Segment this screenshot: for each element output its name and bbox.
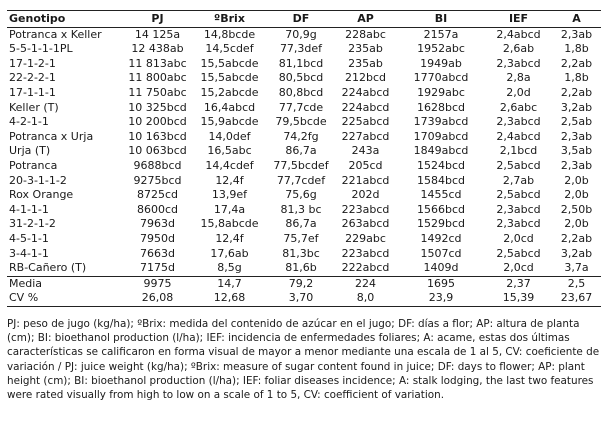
table-cell: 1709abcd (413, 129, 469, 143)
row-label: CV % (7, 291, 124, 306)
table-cell: 74,2fg (283, 129, 319, 143)
table-cell: 221abcd (341, 173, 390, 187)
table-cell: 2,0cd (503, 261, 534, 275)
table-cell: 3,5ab (560, 144, 593, 158)
table-header-row (7, 11, 601, 28)
table-cell: 1584bcd (416, 173, 465, 187)
column-header: DF (268, 11, 334, 28)
table-cell: 1949ab (420, 56, 462, 70)
table-cell: 2,4abcd (496, 129, 541, 143)
table-cell: 1409d (423, 261, 459, 275)
summary-row (7, 276, 601, 291)
table-cell: 263abcd (341, 217, 390, 231)
table-cell: 12,4f (215, 231, 244, 245)
table-cell: 2,6ab (502, 42, 535, 56)
table-cell: 1695 (397, 276, 485, 291)
table-cell: 11 800abc (128, 71, 187, 85)
table-cell: 2,2ab (560, 85, 593, 99)
table-cell: 8,5g (217, 261, 242, 275)
table-cell: 1529bcd (416, 217, 465, 231)
table-cell: 2,5abcd (496, 158, 541, 172)
table-cell: 70,9g (285, 27, 317, 41)
table-cell: 86,7a (285, 144, 317, 158)
table-cell: 8600cd (136, 202, 179, 216)
table-row (7, 203, 601, 218)
column-header: IEF (485, 11, 552, 28)
table-cell: 1,8b (564, 71, 589, 85)
row-label: 31-2-1-2 (9, 217, 56, 231)
table-row (7, 115, 601, 130)
table-cell: 9688bcd (133, 158, 182, 172)
table-cell: 80,8bcd (278, 85, 324, 99)
table-cell: 2,8a (506, 71, 531, 85)
table-cell: 23,67 (552, 291, 601, 306)
table-cell: 3,70 (268, 291, 334, 306)
table-cell: 1849abcd (413, 144, 469, 158)
table-cell: 224 (334, 276, 397, 291)
table-cell: 222abcd (341, 261, 390, 275)
table-cell: 224abcd (341, 85, 390, 99)
table-cell: 2,2ab (560, 231, 593, 245)
table-cell: 2,0d (506, 85, 531, 99)
row-label: 4-1-1-1 (9, 202, 49, 216)
table-cell: 3,7a (564, 261, 589, 275)
table-cell: 235ab (348, 42, 383, 56)
table-cell: 14,8bcde (203, 27, 256, 41)
table-body (7, 27, 601, 306)
column-header: ºBrix (191, 11, 268, 28)
table-cell: 81,3 bc (280, 202, 322, 216)
table-cell: 223abcd (341, 246, 390, 260)
table-cell: 8,0 (334, 291, 397, 306)
table-row (7, 71, 601, 86)
table-cell: 2,0b (564, 188, 589, 202)
table-footnote: PJ: peso de jugo (kg/ha); ºBrix: medida del contenido de azúcar en el jugo; DF: días a flor; AP: altura de planta (cm); BI: bioethanol production (l/ha); IEF: incidencia de enfermedades foliares; A: acame, estas dos últimas características se calificaron en forma visual de mayor a menor mediante una escala de 1 al 5, CV: coeficiente de variación / PJ: juice weight (kg/ha); ºBrix: measure of sugar content found in juice; DF: days to flower; AP: plant height (cm); BI: bioethanol production (l/ha); IEF: foliar diseases incidence; A: stalk lodging, the last two features were rated visually from high to low on a scale of 1 to 5, CV: coefficient of variation. (7, 318, 600, 402)
table-cell: 14 125a (134, 27, 181, 41)
row-label: RB-Cañero (T) (9, 261, 87, 275)
table-cell: 15,5abcde (200, 56, 259, 70)
table-cell: 7963d (140, 217, 175, 231)
table-cell: 77,7cdef (276, 173, 326, 187)
table-cell: 1952abc (417, 42, 465, 56)
table-cell: 81,3bc (282, 246, 320, 260)
column-header: A (552, 11, 601, 28)
table-cell: 16,5abc (207, 144, 252, 158)
row-label: 17-1-1-1 (9, 85, 56, 99)
table-cell: 3,2ab (560, 100, 593, 114)
table-cell: 14,5cdef (205, 42, 254, 56)
table-cell: 1739abcd (413, 115, 469, 129)
table-cell: 7950d (140, 231, 175, 245)
table-cell: 243a (351, 144, 380, 158)
table-cell: 16,4abcd (203, 100, 256, 114)
table-cell: 10 063bcd (128, 144, 187, 158)
table-cell: 77,7cde (278, 100, 324, 114)
row-label: 17-1-2-1 (9, 56, 56, 70)
table-cell: 11 750abc (128, 85, 187, 99)
table-cell: 2,5 (552, 276, 601, 291)
table-cell: 2,0cd (503, 231, 534, 245)
table-cell: 17,4a (213, 202, 246, 216)
column-header: AP (334, 11, 397, 28)
table-cell: 80,5bcd (278, 71, 324, 85)
table-cell: 26,08 (124, 291, 191, 306)
table-cell: 15,5abcde (200, 71, 259, 85)
table-cell: 2,5abcd (496, 188, 541, 202)
table-cell: 10 200bcd (128, 115, 187, 129)
row-label: 3-4-1-1 (9, 246, 49, 260)
table-cell: 15,2abcde (200, 85, 259, 99)
table-cell: 7175d (140, 261, 175, 275)
row-label: Potranca x Urja (9, 129, 94, 143)
table-cell: 3,2ab (560, 246, 593, 260)
table-row (7, 247, 601, 262)
table-cell: 227abcd (341, 129, 390, 143)
table-cell: 9975 (124, 276, 191, 291)
table-cell: 23,9 (397, 291, 485, 306)
table-cell: 10 163bcd (128, 129, 187, 143)
table-row (7, 159, 601, 174)
table-cell: 81,1bcd (278, 56, 324, 70)
table-cell: 1628bcd (416, 100, 465, 114)
table-cell: 1524bcd (416, 158, 465, 172)
table-cell: 1770abcd (413, 71, 469, 85)
table-cell: 13,9ef (211, 188, 248, 202)
table-cell: 8725cd (136, 188, 179, 202)
row-label: Urja (T) (9, 144, 51, 158)
table-cell: 12,4f (215, 173, 244, 187)
row-label: 5-5-1-1-1PL (9, 42, 73, 56)
table-cell: 202d (351, 188, 380, 202)
table-row (7, 232, 601, 247)
table-cell: 2,3abcd (496, 115, 541, 129)
table-cell: 75,7ef (283, 231, 319, 245)
table-cell: 79,5bcde (275, 115, 327, 129)
table-cell: 1566bcd (416, 202, 465, 216)
table-cell: 205cd (348, 158, 383, 172)
row-label: 20-3-1-1-2 (9, 173, 67, 187)
table-row (7, 217, 601, 232)
table-cell: 2,4abcd (496, 27, 541, 41)
table-cell: 2,1bcd (499, 144, 538, 158)
table-cell: 2,3abcd (496, 56, 541, 70)
row-label: Potranca (9, 158, 58, 172)
table-cell: 15,39 (485, 291, 552, 306)
row-label: 4-2-1-1 (9, 115, 49, 129)
table-cell: 225abcd (341, 115, 390, 129)
table-cell: 1,8b (564, 42, 589, 56)
table-row (7, 144, 601, 159)
row-label: Potranca x Keller (9, 27, 102, 41)
table-cell: 2,0b (564, 217, 589, 231)
table-row (7, 27, 601, 42)
row-label: 22-2-2-1 (9, 71, 56, 85)
table-cell: 75,6g (285, 188, 317, 202)
table-cell: 223abcd (341, 202, 390, 216)
table-cell: 11 813abc (128, 56, 187, 70)
table-cell: 79,2 (268, 276, 334, 291)
table-row (7, 130, 601, 145)
table-cell: 10 325bcd (128, 100, 187, 114)
table-cell: 212bcd (344, 71, 386, 85)
table-cell: 224abcd (341, 100, 390, 114)
table-cell: 229abc (345, 231, 386, 245)
row-label: Media (7, 276, 124, 291)
table-cell: 77,3def (279, 42, 323, 56)
table-cell: 2,37 (485, 276, 552, 291)
table-cell: 2,3ab (560, 158, 593, 172)
table-row (7, 261, 601, 276)
summary-row (7, 291, 601, 306)
table-cell: 2,3abcd (496, 217, 541, 231)
table-cell: 2,5ab (560, 115, 593, 129)
table-row (7, 86, 601, 101)
table-row (7, 101, 601, 116)
table-cell: 1507cd (420, 246, 462, 260)
table-cell: 1492cd (420, 231, 462, 245)
row-label: Rox Orange (9, 188, 74, 202)
table-cell: 2,0b (564, 173, 589, 187)
table-row (7, 42, 601, 57)
column-header: PJ (124, 11, 191, 28)
table-cell: 2,3abcd (496, 202, 541, 216)
table-cell: 86,7a (285, 217, 317, 231)
row-label: Keller (T) (9, 100, 59, 114)
table-cell: 14,0def (208, 129, 251, 143)
table-cell: 2,50b (560, 202, 593, 216)
table-cell: 235ab (348, 56, 383, 70)
table-cell: 7663d (140, 246, 175, 260)
table-cell: 17,6ab (210, 246, 249, 260)
row-label: 4-5-1-1 (9, 231, 49, 245)
table-cell: 2157a (423, 27, 459, 41)
table-cell: 2,3ab (560, 27, 593, 41)
table-cell: 81,6b (285, 261, 317, 275)
table-container (7, 10, 601, 307)
genotype-table (7, 10, 601, 307)
table-cell: 2,3ab (560, 129, 593, 143)
table-cell: 1929abc (417, 85, 465, 99)
table-cell: 15,8abcde (200, 217, 259, 231)
table-row (7, 188, 601, 203)
table-cell: 1455cd (420, 188, 462, 202)
table-cell: 2,5abcd (496, 246, 541, 260)
table-cell: 77,5bcdef (273, 158, 329, 172)
table-cell: 2,2ab (560, 56, 593, 70)
table-cell: 2,6abc (499, 100, 538, 114)
table-cell: 9275bcd (133, 173, 182, 187)
table-row (7, 57, 601, 72)
column-header: Genotipo (7, 11, 124, 28)
table-cell: 12,68 (191, 291, 268, 306)
table-cell: 2,7ab (502, 173, 535, 187)
table-cell: 14,4cdef (205, 158, 254, 172)
column-header: BI (397, 11, 485, 28)
table-row (7, 174, 601, 189)
table-cell: 228abc (345, 27, 386, 41)
table-cell: 14,7 (191, 276, 268, 291)
table-cell: 12 438ab (131, 42, 184, 56)
table-cell: 15,9abcde (200, 115, 259, 129)
